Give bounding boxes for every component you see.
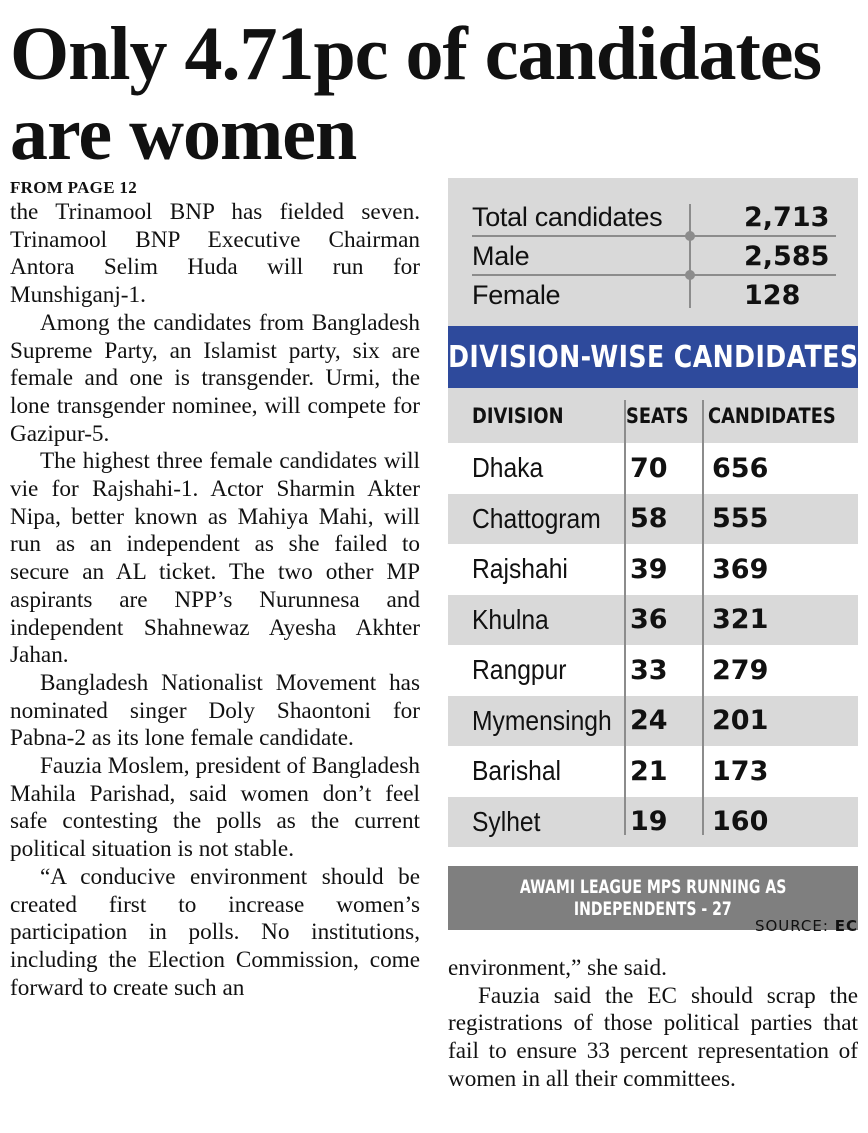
table-row	[448, 746, 858, 797]
paragraph: Among the candidates from Bangladesh Supreme Party, an Islamist party, six are female and one is transgender. Urmi, the lone transgender nominee, will compete for Gazipur-5.	[10, 309, 420, 447]
source-label: SOURCE:	[754, 917, 829, 935]
paragraph: Fauzia Moslem, president of Bangladesh Mahila Parishad, said women don’t feel safe contesting the polls as the current political situation is not stable.	[10, 753, 420, 863]
source-value: EC	[834, 917, 858, 935]
header-division: DIVISION	[472, 403, 564, 428]
division-name: Sylhet	[472, 805, 541, 837]
division-candidates: 201	[712, 705, 769, 737]
table-row	[448, 595, 858, 646]
division-seats: 24	[630, 705, 668, 737]
headline	[10, 14, 860, 174]
division-seats: 36	[630, 604, 668, 636]
male-label: Male	[472, 241, 530, 271]
table-row	[448, 494, 858, 545]
division-table	[448, 388, 858, 847]
awami-line-2: INDEPENDENTS - 27	[574, 898, 732, 920]
header-candidates: CANDIDATES	[707, 403, 836, 428]
female-value: 128	[744, 280, 801, 311]
division-candidates: 173	[712, 755, 769, 787]
table-row	[448, 696, 858, 747]
table-column-divider	[702, 400, 704, 835]
division-candidates: 160	[712, 806, 769, 838]
total-label: Total candidates	[472, 202, 663, 232]
table-row	[448, 443, 858, 494]
division-name: Chattogram	[472, 502, 601, 534]
division-seats: 70	[630, 452, 668, 484]
paragraph: the Trinamool BNP has fielded seven. Trinamool BNP Executive Chairman Antora Selim Huda will run for Munshiganj-1.	[10, 199, 420, 309]
male-value: 2,585	[744, 241, 830, 272]
division-name: Barishal	[472, 755, 562, 787]
table-row	[448, 544, 858, 595]
division-candidates: 656	[712, 452, 769, 484]
table-column-divider	[624, 400, 626, 835]
female-label: Female	[472, 280, 561, 310]
division-seats: 19	[630, 806, 668, 838]
division-title: DIVISION-WISE CANDIDATES	[447, 339, 859, 375]
division-name: Mymensingh	[472, 704, 612, 736]
division-seats: 58	[630, 503, 668, 535]
totals-row-female	[472, 276, 858, 315]
awami-line-1: AWAMI LEAGUE MPS RUNNING AS	[519, 876, 787, 898]
totals-row-total	[472, 198, 858, 237]
header-seats: SEATS	[626, 403, 689, 428]
paragraph: “A conducive environment should be created first to increase women’s participation in polls. No institutions, including the Election Commission, come forward to create such an	[10, 863, 420, 1001]
division-name: Dhaka	[472, 452, 544, 484]
total-value: 2,713	[744, 202, 830, 233]
headline-line-2: are women	[10, 92, 357, 176]
totals-row-male	[472, 237, 858, 276]
division-candidates: 369	[712, 553, 769, 585]
paragraph: The highest three female candidates will vie for Rajshahi-1. Actor Sharmin Akter Nipa, better known as Mahiya Mahi, will run as an independent as she failed to secure an AL ticket. The two other MP aspirants are NPP’s Nurunnesa and independent Shahnewaz Ayesha Akhter Jahan.	[10, 448, 420, 669]
paragraph: environment,” she said.	[448, 955, 667, 981]
headline-line-1: Only 4.71pc of candidates	[10, 12, 822, 96]
infographic	[448, 178, 858, 930]
division-seats: 33	[630, 654, 668, 686]
division-candidates: 555	[712, 503, 769, 535]
source-credit	[448, 917, 858, 935]
table-header	[448, 388, 858, 443]
table-row	[448, 645, 858, 696]
division-name: Khulna	[472, 603, 549, 635]
division-seats: 39	[630, 553, 668, 585]
division-candidates: 279	[712, 654, 769, 686]
division-name: Rangpur	[472, 654, 567, 686]
division-seats: 21	[630, 755, 668, 787]
from-page-label: FROM PAGE 12	[10, 178, 137, 197]
totals-panel	[448, 178, 858, 326]
division-name: Rajshahi	[472, 553, 568, 585]
left-column	[10, 199, 420, 1002]
right-column	[448, 955, 858, 1094]
paragraph: Fauzia said the EC should scrap the registrations of those political parties that fail to ensure 33 percent representation of women in all their committees.	[448, 982, 858, 1092]
division-title-banner	[448, 326, 858, 388]
paragraph: Bangladesh Nationalist Movement has nominated singer Doly Shaontoni for Pabna-2 as its lone female candidate.	[10, 669, 420, 752]
division-candidates: 321	[712, 604, 769, 636]
table-row	[448, 797, 858, 848]
